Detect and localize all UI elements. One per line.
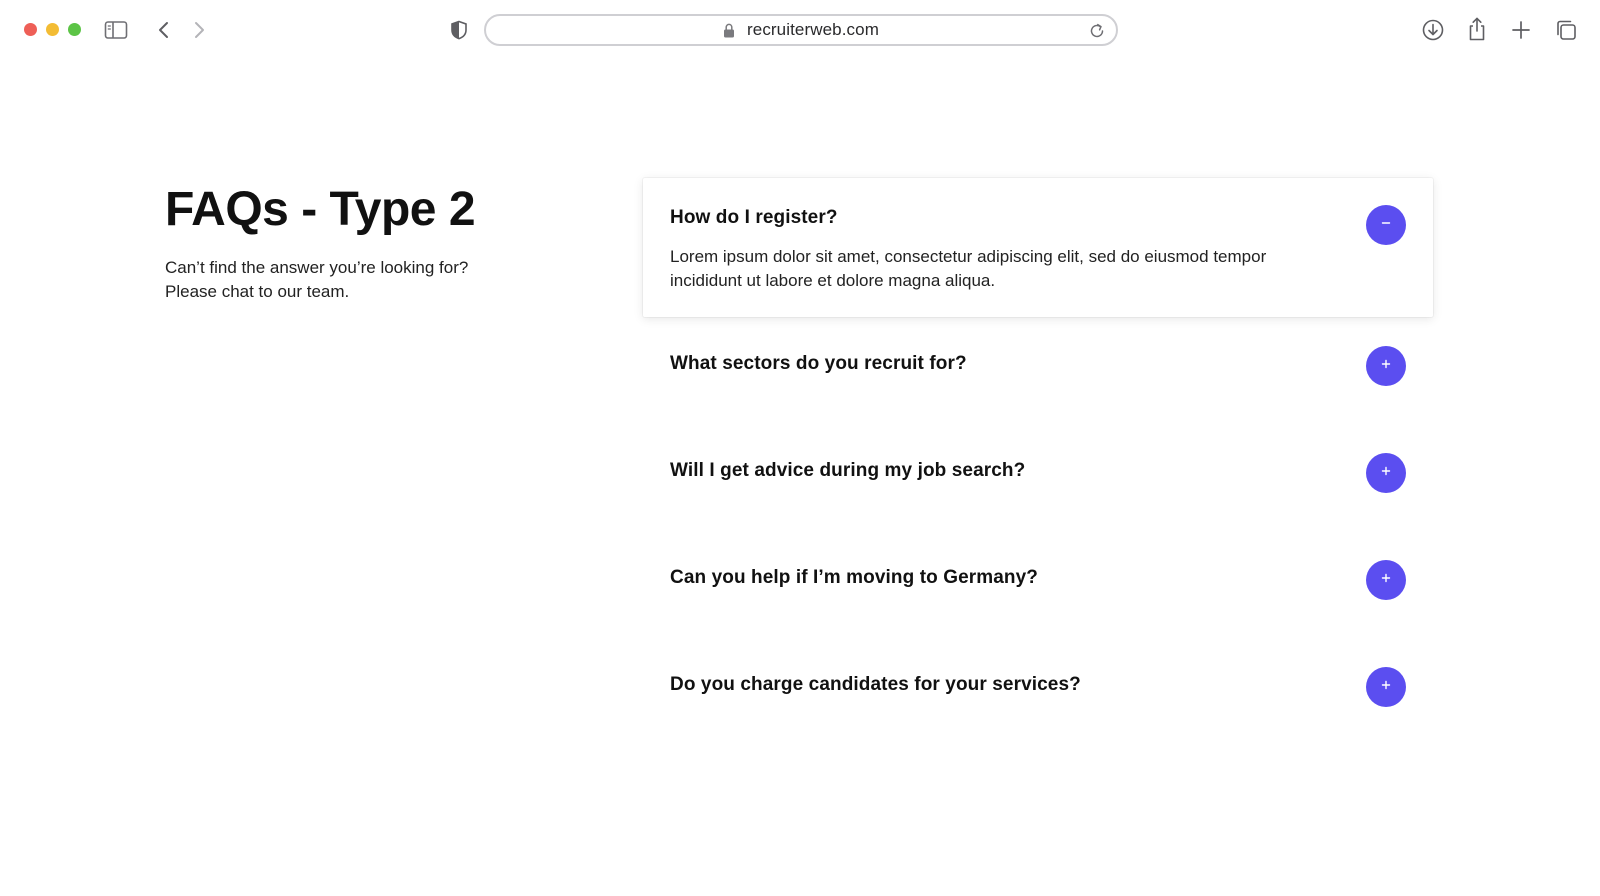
faq-question[interactable]: Will I get advice during my job search? — [670, 460, 1026, 481]
expand-button[interactable] — [1366, 346, 1406, 386]
browser-toolbar — [0, 0, 1600, 60]
plus-icon — [1380, 678, 1392, 696]
expand-button[interactable] — [1366, 560, 1406, 600]
faq-question[interactable]: Do you charge candidates for your services? — [670, 674, 1081, 695]
expand-button[interactable] — [1366, 667, 1406, 707]
back-arrow-icon[interactable] — [153, 18, 175, 42]
collapse-button[interactable] — [1366, 205, 1406, 245]
faq-question[interactable]: Can you help if I’m moving to Germany? — [670, 567, 1039, 588]
faq-intro — [165, 180, 585, 304]
plus-icon — [1380, 464, 1392, 482]
privacy-shield-icon[interactable] — [448, 18, 470, 42]
forward-arrow-icon[interactable] — [188, 18, 210, 42]
plus-icon — [1380, 357, 1392, 375]
subtitle-line-2: Please chat to our team. — [165, 282, 350, 301]
faq-item-register[interactable] — [643, 178, 1433, 317]
zoom-window-button[interactable] — [68, 23, 81, 36]
page-subtitle — [165, 256, 585, 304]
faq-item-charges[interactable] — [643, 638, 1433, 745]
minimize-window-button[interactable] — [46, 23, 59, 36]
faq-item-sectors[interactable] — [643, 317, 1433, 424]
faq-question[interactable]: How do I register? — [670, 207, 838, 228]
sidebar-toggle-icon[interactable] — [104, 18, 128, 42]
share-icon[interactable] — [1465, 15, 1489, 43]
reload-icon[interactable] — [1088, 22, 1106, 40]
faq-item-advice[interactable] — [643, 424, 1433, 531]
close-window-button[interactable] — [24, 23, 37, 36]
lock-icon — [723, 22, 737, 38]
downloads-icon[interactable] — [1420, 17, 1446, 43]
page-title: FAQs - Type 2 — [165, 183, 476, 236]
subtitle-line-1: Can’t find the answer you’re looking for? — [165, 258, 469, 277]
faq-answer: Lorem ipsum dolor sit amet, consectetur adipiscing elit, sed do eiusmod tempor incididunt ut labore et dolore magna aliqua. — [670, 247, 1267, 290]
plus-icon — [1380, 571, 1392, 589]
address-bar[interactable] — [484, 14, 1118, 46]
expand-button[interactable] — [1366, 453, 1406, 493]
tab-overview-icon[interactable] — [1553, 17, 1579, 43]
url-text: recruiterweb.com — [747, 20, 879, 39]
faq-accordion — [643, 178, 1433, 745]
minus-icon — [1380, 216, 1392, 234]
new-tab-plus-icon[interactable] — [1509, 17, 1533, 43]
faq-question[interactable]: What sectors do you recruit for? — [670, 353, 967, 374]
faq-item-germany[interactable] — [643, 531, 1433, 638]
